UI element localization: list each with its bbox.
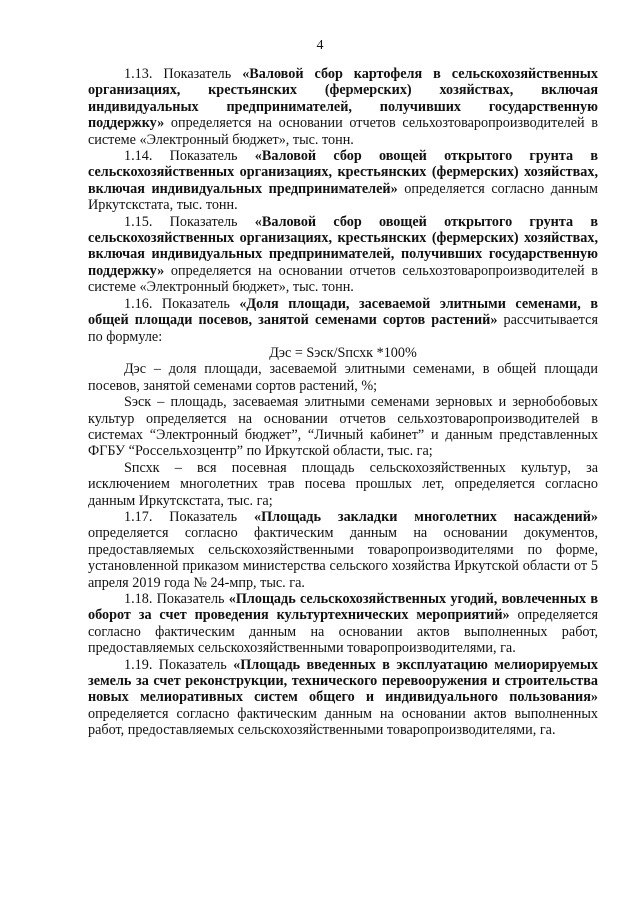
indicator-title: «Доля площади, засеваемой элитными семенами, в общей площади посевов, занятой семенами сортов растений»	[88, 295, 598, 329]
paragraph-1-17	[88, 509, 598, 591]
paragraph-lead: 1.14. Показатель	[124, 148, 255, 165]
definition-spshk	[88, 460, 598, 509]
indicator-title: «Валовой сбор овощей открытого грунта в сельскохозяйственных организациях, крестьянских (фермерских) хозяйствах, включая индивидуальных предпринимателей»	[88, 148, 598, 197]
page-number: 4	[316, 38, 324, 53]
indicator-title: «Валовой сбор картофеля в сельскохозяйственных организациях, крестьянских (фермерских) хозяйствах, включая индивидуальных предпринимателей, получивших государственную поддержку»	[88, 66, 598, 132]
definition-des	[88, 361, 598, 394]
indicator-title: «Площадь сельскохозяйственных угодий, вовлеченных в оборот за счет проведения культуртехнических мероприятий»	[88, 591, 598, 624]
indicator-title: «Площадь введенных в эксплуатацию мелиорируемых земель за счет реконструкции, технического перевооружения и строительства новых мелиоративных систем общего и индивидуального пользования»	[88, 656, 598, 706]
paragraph-text: определяется на основании отчетов сельхозтоваропроизводителей в системе «Электронный бюджет», тыс. тонн.	[88, 115, 598, 148]
indicator-title: «Площадь закладки многолетних насаждений»	[254, 508, 598, 525]
paragraph-lead: 1.18. Показатель	[124, 591, 229, 607]
paragraph-lead: 1.15. Показатель	[124, 213, 255, 230]
document-body	[88, 66, 598, 739]
paragraph-text: рассчитывается по формуле:	[88, 312, 599, 345]
paragraph-lead: 1.17. Показатель	[124, 508, 255, 525]
definition-sesk	[88, 394, 598, 460]
paragraph-text: Sпсхк – вся посевная площадь сельскохозяйственных культур, за исключением многолетних трав посева прошлых лет, определяется согласно данным Иркутскстата, тыс. га;	[88, 459, 598, 509]
paragraph-text: определяется согласно фактическим данным на основании документов, предоставляемых сельскохозяйственными товаропроизводителями по форме, установленной приказом министерства сельского хозяйства Иркутской области от 5 апреля 2019 года № 24-мпр, тыс. га.	[88, 525, 598, 591]
paragraph-1-19	[88, 657, 598, 739]
paragraph-1-16	[88, 296, 598, 345]
formula: Дэс = Sэск/Sпсхк *100%	[269, 344, 417, 361]
paragraph-1-14	[88, 148, 598, 214]
paragraph-lead: 1.16. Показатель	[124, 295, 240, 312]
paragraph-text: Sэск – площадь, засеваемая элитными семенами зерновых и зернобобовых культур определяется на основании отчетов сельхозтоваропроизводителей в системах “Электронный бюджет”, “Личный кабинет” и данным представленных ФГБУ “Россельхозцентр” по Иркутской области, тыс. га;	[88, 394, 598, 460]
paragraph-text: определяется на основании отчетов сельхозтоваропроизводителей в системе «Электронный бюджет», тыс. тонн.	[88, 262, 598, 296]
paragraph-1-18	[88, 591, 598, 657]
paragraph-1-13	[88, 66, 598, 148]
paragraph-text: определяется согласно фактическим данным на основании актов выполненных работ, предоставляемых сельскохозяйственными товаропроизводителями, га.	[88, 705, 598, 739]
paragraph-text: определяется согласно фактическим данным на основании актов выполненных работ, предоставляемых сельскохозяйственными товаропроизводителями, га.	[88, 607, 598, 657]
paragraph-text: Дэс – доля площади, засеваемой элитными семенами, в общей площади посевов, занятой семенами сортов растений, %;	[88, 361, 598, 394]
indicator-title: «Валовой сбор овощей открытого грунта в сельскохозяйственных организациях, крестьянских (фермерских) хозяйствах, включая индивидуальных предпринимателей, получивших государственную поддержку»	[88, 213, 598, 279]
paragraph-text: определяется согласно данным Иркутскстата, тыс. тонн.	[88, 180, 598, 214]
paragraph-lead: 1.13. Показатель	[124, 66, 243, 82]
paragraph-lead: 1.19. Показатель	[124, 656, 234, 673]
paragraph-1-15	[88, 214, 598, 296]
